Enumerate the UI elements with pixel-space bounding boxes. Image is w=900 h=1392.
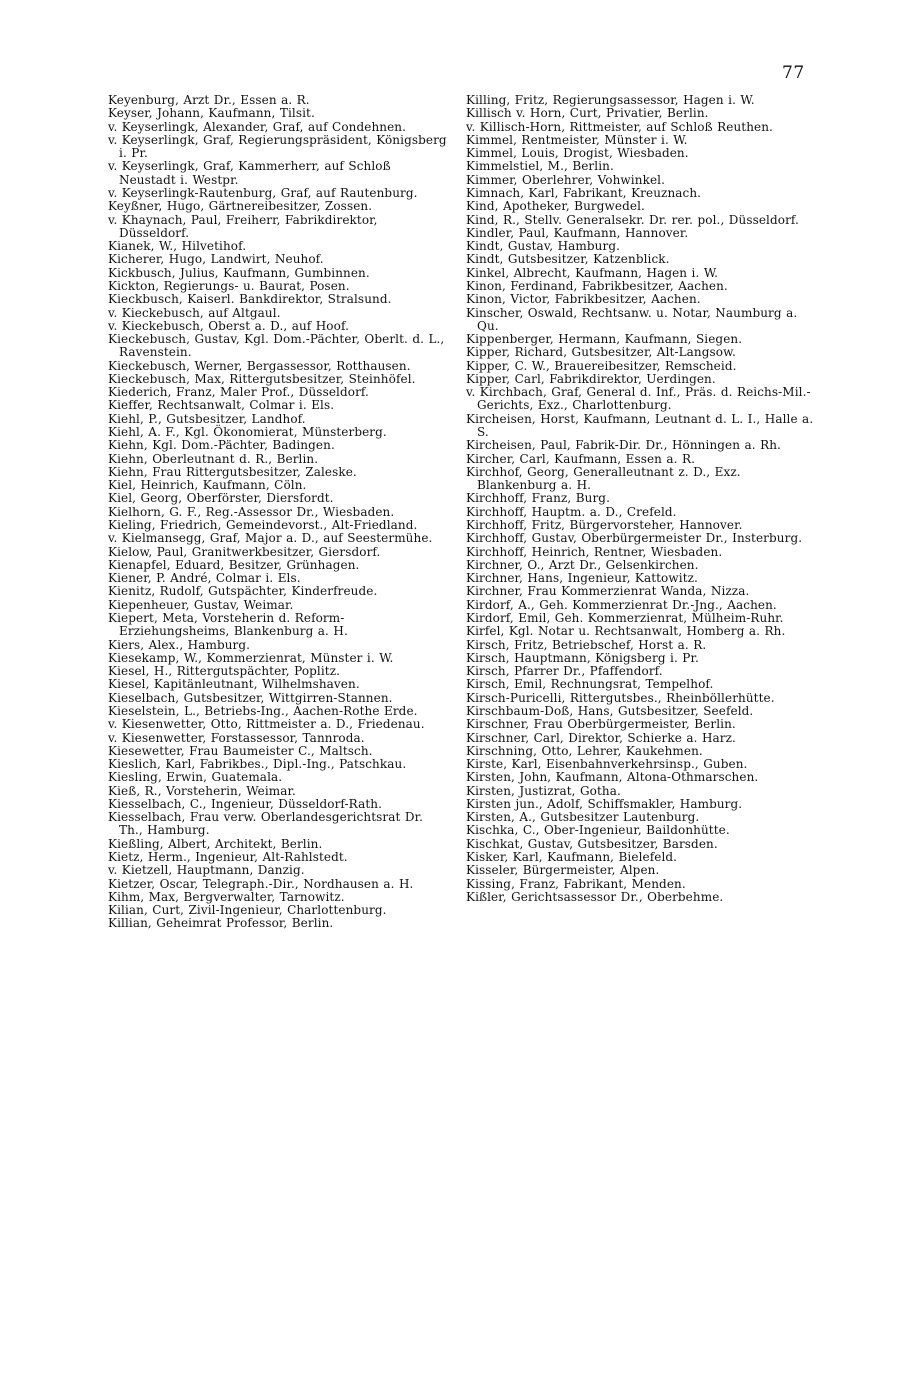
- directory-entry: Kieckebusch, Werner, Bergassessor, Rotthausen.: [108, 358, 411, 373]
- directory-entry: Kieß, R., Vorsteherin, Weimar.: [108, 783, 296, 798]
- directory-entry: Kietz, Herm., Ingenieur, Alt-Rahlstedt.: [108, 850, 348, 865]
- directory-entry: Keyser, Johann, Kaufmann, Tilsit.: [108, 106, 315, 121]
- directory-entry: Kietzer, Oscar, Telegraph.-Dir., Nordhausen a. H.: [108, 876, 414, 891]
- directory-entry: v. Kiesenwetter, Otto, Rittmeister a. D., Friedenau.: [108, 717, 425, 732]
- directory-entry: Kippenberger, Hermann, Kaufmann, Siegen.: [466, 332, 743, 347]
- directory-entry: Kisseler, Bürgermeister, Alpen.: [466, 863, 660, 878]
- directory-entry: Kißler, Gerichtsassessor Dr., Oberbehme.: [466, 889, 724, 904]
- directory-entry: Kipper, Richard, Gutsbesitzer, Alt-Langsow.: [466, 345, 736, 360]
- directory-entry: Kirfel, Kgl. Notar u. Rechtsanwalt, Homberg a. Rh.: [466, 624, 786, 639]
- directory-entry: Kirsten, Justizrat, Gotha.: [466, 783, 621, 798]
- directory-entry: Kiel, Georg, Oberförster, Diersfordt.: [108, 491, 334, 506]
- directory-entry: v. Keyserlingk, Alexander, Graf, auf Condehnen.: [108, 119, 407, 134]
- directory-entry: Kiehl, P., Gutsbesitzer, Landhof.: [108, 411, 306, 426]
- directory-entry: Kickton, Regierungs- u. Baurat, Posen.: [108, 278, 350, 293]
- directory-entry: Kinscher, Oswald, Rechtsanw. u. Notar, Naumburg a. Qu.: [466, 305, 798, 333]
- directory-entry: Kirsten, A., Gutsbesitzer Lautenburg.: [466, 810, 700, 825]
- directory-entry: v. Killisch-Horn, Rittmeister, auf Schloß Reuthen.: [466, 119, 773, 134]
- directory-entry: Kirchhof, Georg, Generalleutnant z. D., Exz. Blankenburg a. H.: [466, 464, 741, 493]
- directory-entry: Kielow, Paul, Granitwerkbesitzer, Giersdorf.: [108, 544, 381, 559]
- directory-entry: Killisch v. Horn, Curt, Privatier, Berlin.: [466, 106, 709, 121]
- directory-entry: Kircheisen, Paul, Fabrik-Dir. Dr., Hönningen a. Rh.: [466, 438, 781, 453]
- directory-entry: Kiederich, Franz, Maler Prof., Düsseldorf.: [108, 385, 369, 400]
- directory-entry: Killing, Fritz, Regierungsassessor, Hagen i. W.: [466, 93, 755, 107]
- directory-entry: Kischkat, Gustav, Gutsbesitzer, Barsden.: [466, 836, 718, 851]
- directory-entry: Kirchner, Frau Kommerzienrat Wanda, Nizza.: [466, 584, 750, 599]
- directory-entry: Kirchhoff, Fritz, Bürgervorsteher, Hannover.: [466, 518, 743, 532]
- directory-entry: Kienitz, Rudolf, Gutspächter, Kinderfreude.: [108, 584, 378, 599]
- directory-entry: Kiesel, H., Rittergutspächter, Poplitz.: [108, 664, 341, 679]
- directory-entry: Kiehn, Frau Rittergutsbesitzer, Zaleske.: [108, 464, 357, 479]
- directory-entry: Kiesselbach, Frau verw. Oberlandesgerichtsrat Dr. Th., Hamburg.: [108, 810, 424, 838]
- directory-entry: Kirsch, Emil, Rechnungsrat, Tempelhof.: [466, 677, 714, 692]
- directory-entry: Kiesselbach, C., Ingenieur, Düsseldorf-Rath.: [108, 796, 383, 811]
- directory-entry: Kirschbaum-Doß, Hans, Gutsbesitzer, Seefeld.: [466, 703, 754, 718]
- directory-entry: Kieselstein, L., Betriebs-Ing., Aachen-Rothe Erde.: [108, 703, 418, 718]
- directory-entry: Kihm, Max, Bergverwalter, Tarnowitz.: [108, 889, 345, 904]
- directory-entry: Kianek, W., Hilvetihof.: [108, 239, 247, 254]
- directory-entry: Kirsch, Fritz, Betriebschef, Horst a. R.: [466, 637, 707, 652]
- directory-entry: Kieselbach, Gutsbesitzer, Wittgirren-Stannen.: [108, 690, 393, 705]
- directory-entry: Kiehn, Oberleutnant d. R., Berlin.: [108, 451, 319, 466]
- directory-entry: Kiehl, A. F., Kgl. Ökonomierat, Münsterberg.: [108, 425, 387, 440]
- directory-entry: v. Kiesenwetter, Forstassessor, Tannroda.: [108, 730, 365, 745]
- directory-entry: Kindt, Gutsbesitzer, Katzenblick.: [466, 252, 670, 267]
- directory-entry: Kirchhoff, Franz, Burg.: [466, 491, 611, 506]
- directory-entry: Kieckebusch, Gustav, Kgl. Dom.-Pächter, Oberlt. d. L., Ravenstein.: [108, 332, 445, 360]
- directory-entry: Kircher, Carl, Kaufmann, Essen a. R.: [466, 451, 696, 466]
- directory-entry: Kirchner, Hans, Ingenieur, Kattowitz.: [466, 571, 698, 586]
- directory-entry: Kirchhoff, Gustav, Oberbürgermeister Dr., Insterburg.: [466, 531, 803, 546]
- directory-entry: Kiesel, Kapitänleutnant, Wilhelmshaven.: [108, 677, 360, 692]
- directory-entry: v. Kieckebusch, Oberst a. D., auf Hoof.: [108, 318, 349, 333]
- directory-entry: Kirchhoff, Hauptm. a. D., Crefeld.: [466, 504, 677, 519]
- directory-entry: Kimmel, Rentmeister, Münster i. W.: [466, 132, 688, 147]
- directory-entry: Kissing, Franz, Fabrikant, Menden.: [466, 876, 686, 891]
- directory-entry: Kiepenheuer, Gustav, Weimar.: [108, 597, 294, 612]
- directory-entry: Kienapfel, Eduard, Besitzer, Grünhagen.: [108, 557, 360, 572]
- directory-entry: v. Keyserlingk-Rautenburg, Graf, auf Rautenburg.: [108, 185, 418, 200]
- directory-entry: Kirste, Karl, Eisenbahnverkehrsinsp., Guben.: [466, 757, 748, 772]
- directory-entry: Kiesekamp, W., Kommerzienrat, Münster i. W.: [108, 650, 394, 665]
- directory-entry: Kießling, Albert, Architekt, Berlin.: [108, 836, 323, 851]
- directory-entry: Kimmelstiel, M., Berlin.: [466, 159, 614, 174]
- directory-entry: Killian, Geheimrat Professor, Berlin.: [108, 916, 334, 931]
- left-column: [108, 94, 450, 931]
- directory-entry: Kinon, Victor, Fabrikbesitzer, Aachen.: [466, 292, 701, 307]
- directory-entry: Kindt, Gustav, Hamburg.: [466, 239, 621, 254]
- directory-entry: Kirsch, Hauptmann, Königsberg i. Pr.: [466, 650, 699, 665]
- directory-entry: Kimnach, Karl, Fabrikant, Kreuznach.: [466, 185, 702, 200]
- directory-entry: Kirsch-Puricelli, Rittergutsbes., Rheinböllerhütte.: [466, 690, 775, 705]
- directory-entry: Kicherer, Hugo, Landwirt, Neuhof.: [108, 252, 324, 267]
- directory-entry: Kinkel, Albrecht, Kaufmann, Hagen i. W.: [466, 265, 719, 280]
- directory-entry: Kisker, Karl, Kaufmann, Bielefeld.: [466, 850, 678, 865]
- directory-entry: Kirchner, O., Arzt Dr., Gelsenkirchen.: [466, 557, 699, 572]
- directory-entry: Kiehn, Kgl. Dom.-Pächter, Badingen.: [108, 438, 335, 453]
- directory-entry: Kirschning, Otto, Lehrer, Kaukehmen.: [466, 743, 703, 758]
- directory-entry: Kirsch, Pfarrer Dr., Pfaffendorf.: [466, 664, 663, 679]
- directory-entry: Kipper, Carl, Fabrikdirektor, Uerdingen.: [466, 371, 716, 386]
- directory-entry: Kielhorn, G. F., Reg.-Assessor Dr., Wiesbaden.: [108, 504, 395, 519]
- directory-entry: Kirsten, John, Kaufmann, Altona-Othmarschen.: [466, 770, 759, 785]
- directory-entry: Kimmel, Louis, Drogist, Wiesbaden.: [466, 146, 689, 161]
- directory-entry: Kieffer, Rechtsanwalt, Colmar i. Els.: [108, 398, 335, 413]
- directory-entry: Kindler, Paul, Kaufmann, Hannover.: [466, 225, 689, 240]
- directory-entry: Kind, Apotheker, Burgwedel.: [466, 199, 645, 214]
- directory-entry: Kircheisen, Horst, Kaufmann, Leutnant d. L. I., Halle a. S.: [466, 411, 814, 440]
- directory-entry: Kind, R., Stellv. Generalsekr. Dr. rer. pol., Düsseldorf.: [466, 212, 799, 227]
- directory-entry: Kiesewetter, Frau Baumeister C., Maltsch.: [108, 743, 373, 758]
- directory-entry: Kiesling, Erwin, Guatemala.: [108, 770, 283, 785]
- directory-entry: Kickbusch, Julius, Kaufmann, Gumbinnen.: [108, 265, 370, 280]
- directory-entry: Kirdorf, A., Geh. Kommerzienrat Dr.-Jng., Aachen.: [466, 597, 777, 612]
- directory-entry: Keyßner, Hugo, Gärtnereibesitzer, Zossen.: [108, 199, 373, 214]
- directory-entry: Kirschner, Carl, Direktor, Schierke a. Harz.: [466, 730, 736, 745]
- directory-entry: v. Kielmansegg, Graf, Major a. D., auf Seestermühe.: [108, 531, 433, 546]
- directory-entry: v. Keyserlingk, Graf, Kammerherr, auf Schloß Neustadt i. Westpr.: [108, 159, 391, 187]
- directory-entry: Kiel, Heinrich, Kaufmann, Cöln.: [108, 478, 307, 493]
- directory-entry: v. Keyserlingk, Graf, Regierungspräsident, Königsberg i. Pr.: [108, 132, 447, 161]
- directory-entry: Kirsten jun., Adolf, Schiffsmakler, Hamburg.: [466, 796, 743, 811]
- directory-entry: v. Kietzell, Hauptmann, Danzig.: [108, 863, 305, 878]
- page-number: 77: [782, 63, 805, 83]
- directory-entry: Kieslich, Karl, Fabrikbes., Dipl.-Ing., Patschkau.: [108, 757, 407, 772]
- directory-entry: Keyenburg, Arzt Dr., Essen a. R.: [108, 93, 310, 107]
- directory-entry: Kieckbusch, Kaiserl. Bankdirektor, Stralsund.: [108, 292, 392, 307]
- directory-entry: v. Kieckebusch, auf Altgaul.: [108, 305, 281, 320]
- directory-entry: Kirdorf, Emil, Geh. Kommerzienrat, Mülheim-Ruhr.: [466, 610, 784, 625]
- directory-entry: Kilian, Curt, Zivil-Ingenieur, Charlottenburg.: [108, 903, 387, 918]
- right-column: [466, 94, 816, 904]
- directory-entry: Kieckebusch, Max, Rittergutsbesitzer, Steinhöfel.: [108, 371, 416, 386]
- directory-entry: Kischka, C., Ober-Ingenieur, Baildonhütte.: [466, 823, 730, 838]
- directory-entry: Kiener, P. André, Colmar i. Els.: [108, 571, 301, 586]
- directory-entry: Kinon, Ferdinand, Fabrikbesitzer, Aachen.: [466, 278, 728, 293]
- directory-entry: Kirschner, Frau Oberbürgermeister, Berlin.: [466, 717, 736, 732]
- directory-entry: Kieling, Friedrich, Gemeindevorst., Alt-Friedland.: [108, 518, 418, 532]
- directory-entry: Kimmer, Oberlehrer, Vohwinkel.: [466, 172, 665, 187]
- directory-entry: v. Kirchbach, Graf, General d. Inf., Präs. d. Reichs-Mil.-Gerichts, Exz., Charlottenburg.: [466, 385, 811, 413]
- directory-entry: v. Khaynach, Paul, Freiherr, Fabrikdirektor, Düsseldorf.: [108, 212, 378, 240]
- directory-entry: Kirchhoff, Heinrich, Rentner, Wiesbaden.: [466, 544, 723, 559]
- directory-entry: Kiers, Alex., Hamburg.: [108, 637, 251, 652]
- directory-entry: Kipper, C. W., Brauereibesitzer, Remscheid.: [466, 358, 737, 373]
- directory-entry: Kiepert, Meta, Vorsteherin d. Reform-Erziehungsheims, Blankenburg a. H.: [108, 610, 348, 639]
